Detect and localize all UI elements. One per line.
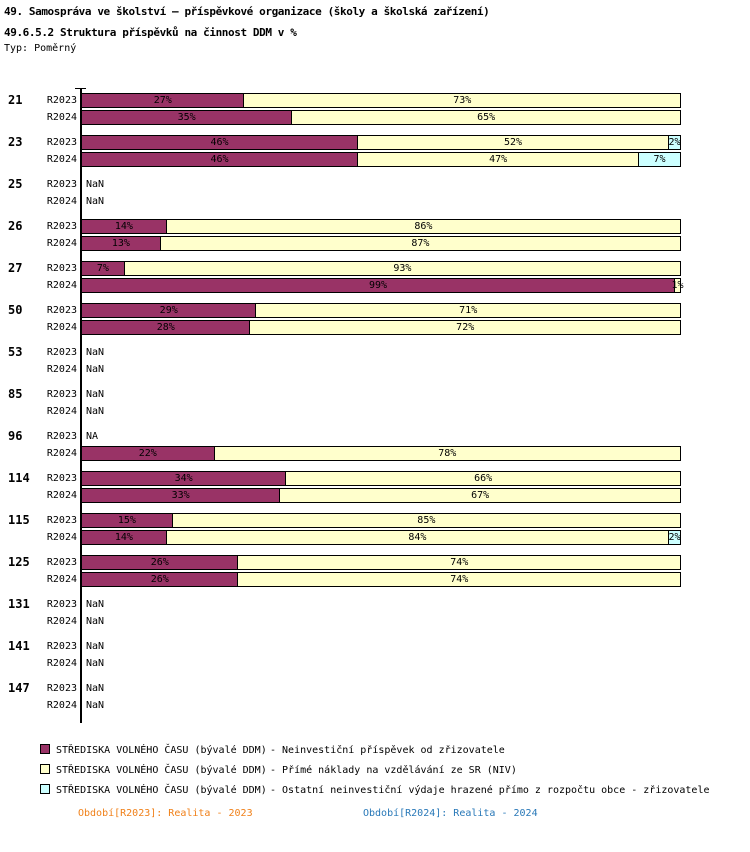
bar-row: [81, 320, 681, 335]
bar-segment: [237, 556, 680, 569]
bar-segment: [243, 94, 680, 107]
bar-segment: [255, 304, 680, 317]
bar-segment-value: 27%: [153, 95, 172, 106]
bar-segment: [82, 153, 357, 166]
bar-segment-value: 86%: [414, 221, 433, 232]
year-label: R2024: [46, 238, 77, 249]
bar-segment-value: 46%: [210, 137, 229, 148]
bar-row: [81, 93, 681, 108]
bar-segment-value: 47%: [489, 154, 508, 165]
bar-segment-value: 84%: [408, 532, 427, 543]
group-label: 147: [8, 681, 30, 695]
bar-segment-value: 34%: [174, 473, 193, 484]
year-label: R2024: [46, 616, 77, 627]
bar-segment-value: 78%: [438, 448, 457, 459]
bar-segment-value: 65%: [477, 112, 496, 123]
bar-row: [81, 488, 681, 503]
bar-segment-value: 52%: [504, 137, 523, 148]
group-label: 50: [8, 303, 23, 317]
legend-item: [40, 764, 517, 777]
bar-segment-value: 2%: [668, 532, 681, 543]
nan-value: NaN: [86, 196, 105, 207]
y-axis: [80, 88, 82, 723]
bar-segment-value: 14%: [114, 532, 133, 543]
year-label: R2024: [46, 154, 77, 165]
bar-segment-value: 74%: [450, 574, 469, 585]
bar-row: [81, 110, 681, 125]
y-axis-tick: [75, 88, 86, 89]
year-label: R2023: [46, 389, 77, 400]
bar-row: [81, 530, 681, 545]
legend-swatch-ostatni-vydaje: [40, 784, 50, 794]
bar-row: [81, 572, 681, 587]
bar-segment-value: 87%: [411, 238, 430, 249]
nan-value: NaN: [86, 616, 105, 627]
bar-segment: [279, 489, 680, 502]
bar-segment-value: 2%: [668, 137, 681, 148]
bar-row: [81, 219, 681, 234]
bar-segment: [124, 262, 680, 275]
bar-segment-value: 33%: [171, 490, 190, 501]
year-label: R2023: [46, 431, 77, 442]
year-label: R2024: [46, 112, 77, 123]
bar-segment: [82, 262, 124, 275]
bar-segment: [160, 237, 680, 250]
legend-series-desc: - Neinvestiční příspěvek od zřizovatele: [270, 745, 505, 756]
nan-value: NaN: [86, 389, 105, 400]
bar-segment: [82, 573, 237, 586]
year-label: R2024: [46, 532, 77, 543]
bar-segment-value: 67%: [471, 490, 490, 501]
bar-segment: [82, 489, 279, 502]
year-label: R2024: [46, 322, 77, 333]
bar-row: [81, 135, 681, 150]
bar-segment: [668, 531, 680, 544]
year-label: R2023: [46, 305, 77, 316]
bar-row: [81, 236, 681, 251]
bar-segment: [82, 94, 243, 107]
legend-series-name: STŘEDISKA VOLNÉHO ČASU (bývalé DDM): [56, 765, 267, 776]
period-label-2023: Období[R2023]: Realita - 2023: [78, 808, 253, 819]
bar-segment: [357, 136, 668, 149]
bar-segment-value: 7%: [653, 154, 666, 165]
group-label: 115: [8, 513, 30, 527]
legend-series-name: STŘEDISKA VOLNÉHO ČASU (bývalé DDM): [56, 745, 267, 756]
group-label: 125: [8, 555, 30, 569]
group-label: 27: [8, 261, 23, 275]
bar-segment-value: 35%: [177, 112, 196, 123]
bar-row: [81, 303, 681, 318]
group-label: 96: [8, 429, 23, 443]
bar-segment: [82, 220, 166, 233]
nan-value: NaN: [86, 683, 105, 694]
group-label: 23: [8, 135, 23, 149]
nan-value: NA: [86, 431, 99, 442]
bar-segment: [214, 447, 680, 460]
bar-segment-value: 28%: [156, 322, 175, 333]
bar-segment: [82, 321, 249, 334]
year-label: R2023: [46, 515, 77, 526]
year-label: R2023: [46, 557, 77, 568]
bar-segment-value: 72%: [456, 322, 475, 333]
bar-segment: [166, 220, 680, 233]
bar-segment: [291, 111, 680, 124]
nan-value: NaN: [86, 406, 105, 417]
group-label: 141: [8, 639, 30, 653]
legend-item: [40, 784, 710, 797]
bar-segment: [249, 321, 680, 334]
bar-segment: [82, 472, 285, 485]
group-label: 131: [8, 597, 30, 611]
bar-segment-value: 22%: [138, 448, 157, 459]
year-label: R2023: [46, 599, 77, 610]
nan-value: NaN: [86, 658, 105, 669]
bar-segment: [82, 556, 237, 569]
bar-segment-value: 13%: [111, 238, 130, 249]
bar-segment-value: 1%: [671, 280, 684, 291]
bar-row: [81, 555, 681, 570]
bar-row: [81, 152, 681, 167]
bar-segment: [285, 472, 680, 485]
year-label: R2023: [46, 221, 77, 232]
bar-segment-value: 66%: [474, 473, 493, 484]
year-label: R2023: [46, 263, 77, 274]
bar-segment: [82, 447, 214, 460]
year-label: R2023: [46, 641, 77, 652]
bar-segment-value: 71%: [459, 305, 478, 316]
nan-value: NaN: [86, 347, 105, 358]
page-title: 49. Samospráva ve školství – příspěvkové organizace (školy a školská zařízení): [4, 5, 490, 18]
bar-row: [81, 471, 681, 486]
bar-segment: [82, 136, 357, 149]
nan-value: NaN: [86, 179, 105, 190]
legend-item: [40, 744, 505, 757]
year-label: R2023: [46, 347, 77, 358]
period-label-2024: Období[R2024]: Realita - 2024: [363, 808, 538, 819]
group-label: 114: [8, 471, 30, 485]
page-subtitle: 49.6.5.2 Struktura příspěvků na činnost DDM v %: [4, 26, 297, 39]
year-label: R2024: [46, 574, 77, 585]
year-label: R2023: [46, 179, 77, 190]
year-label: R2024: [46, 280, 77, 291]
bar-segment: [237, 573, 680, 586]
bar-segment-value: 29%: [159, 305, 178, 316]
year-label: R2024: [46, 448, 77, 459]
group-label: 85: [8, 387, 23, 401]
bar-segment-value: 85%: [417, 515, 436, 526]
year-label: R2024: [46, 196, 77, 207]
bar-segment: [166, 531, 668, 544]
bar-segment-value: 26%: [150, 557, 169, 568]
bar-segment: [172, 514, 680, 527]
bar-segment-value: 7%: [96, 263, 109, 274]
bar-segment: [638, 153, 680, 166]
year-label: R2023: [46, 95, 77, 106]
year-label: R2024: [46, 406, 77, 417]
bar-segment: [82, 304, 255, 317]
bar-segment-value: 74%: [450, 557, 469, 568]
bar-segment-value: 14%: [114, 221, 133, 232]
year-label: R2024: [46, 364, 77, 375]
year-label: R2023: [46, 473, 77, 484]
legend-swatch-prime-naklady: [40, 764, 50, 774]
legend-series-desc: - Ostatní neinvestiční výdaje hrazené přímo z rozpočtu obce - zřizovatele: [270, 785, 710, 796]
bar-segment-value: 93%: [393, 263, 412, 274]
bar-segment: [82, 237, 160, 250]
year-label: R2023: [46, 137, 77, 148]
chart-type-label: Typ: Poměrný: [4, 43, 77, 54]
bar-segment: [668, 136, 680, 149]
bar-row: [81, 261, 681, 276]
bar-segment: [82, 279, 674, 292]
nan-value: NaN: [86, 364, 105, 375]
bar-segment-value: 15%: [117, 515, 136, 526]
bar-row: [81, 278, 684, 293]
year-label: R2023: [46, 683, 77, 694]
group-label: 21: [8, 93, 23, 107]
nan-value: NaN: [86, 641, 105, 652]
bar-segment-value: 99%: [368, 280, 388, 291]
legend-swatch-neinvesticni-prispevek: [40, 744, 50, 754]
year-label: R2024: [46, 490, 77, 501]
bar-row: [81, 446, 681, 461]
year-label: R2024: [46, 658, 77, 669]
bar-segment: [671, 279, 684, 292]
bar-segment-value: 73%: [453, 95, 472, 106]
bar-segment: [82, 514, 172, 527]
year-label: R2024: [46, 700, 77, 711]
nan-value: NaN: [86, 700, 105, 711]
nan-value: NaN: [86, 599, 105, 610]
legend-series-desc: - Přímé náklady na vzdělávání ze SR (NIV): [270, 765, 517, 776]
legend-series-name: STŘEDISKA VOLNÉHO ČASU (bývalé DDM): [56, 785, 267, 796]
group-label: 26: [8, 219, 23, 233]
bar-segment-value: 26%: [150, 574, 169, 585]
group-label: 25: [8, 177, 23, 191]
bar-segment: [82, 531, 166, 544]
group-label: 53: [8, 345, 23, 359]
bar-segment: [357, 153, 638, 166]
bar-segment-value: 46%: [210, 154, 229, 165]
bar-row: [81, 513, 681, 528]
bar-segment: [82, 111, 291, 124]
